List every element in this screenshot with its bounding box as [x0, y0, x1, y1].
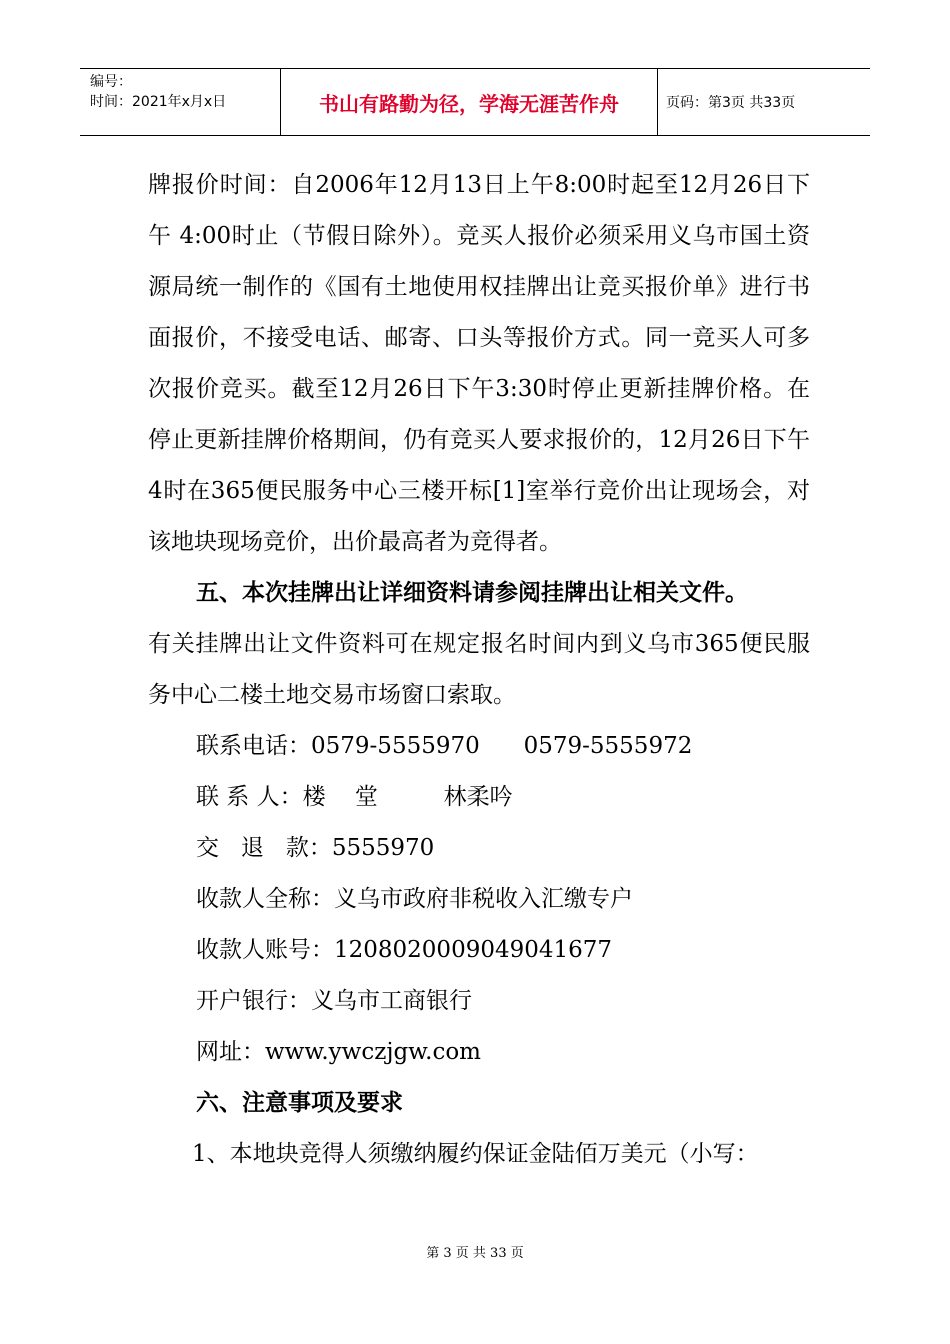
section-six-heading: 六、注意事项及要求	[196, 1090, 403, 1116]
paragraph-documents: 有关挂牌出让文件资料可在规定报名时间内到义乌市365便民服务中心二楼土地交易市场窗口索取。	[148, 631, 810, 708]
header-meta	[80, 69, 281, 135]
contact-phone: 联系电话：0579-5555970 0579-5555972	[196, 733, 693, 759]
page-header	[80, 68, 870, 136]
header-motto: 书山有路勤为径，学海无涯苦作舟	[281, 69, 658, 135]
item-one: 1、本地块竞得人须缴纳履约保证金陆佰万美元（小写：	[192, 1141, 759, 1167]
bank-name: 开户银行：义乌市工商银行	[196, 988, 472, 1014]
contact-person: 联 系 人：楼 堂 林柔吟	[196, 784, 513, 810]
header-page-info: 页码：第3页 共33页	[666, 95, 796, 111]
payee-account: 收款人账号：1208020009049041677	[196, 937, 613, 963]
paragraph-bidding-time: 牌报价时间：自2006年12月13日上午8:00时起至12月26日下午 4:00时止（节假日除外）。竞买人报价必须采用义乌市国土资源局统一制作的《国有土地使用权挂牌出让竞买报价单》进行书面报价，不接受电话、邮寄、口头等报价方式。同一竞买人可多次报价竞买。截至12月26日下午3:30时停止更新挂牌价格。在停止更新挂牌价格期间，仍有竞买人要求报价的，12月26日下午4时在365便民服务中心三楼开标[1]室举行竞价出让现场会，对该地块现场竞价，出价最高者为竞得者。	[148, 172, 810, 555]
payee-name: 收款人全称：义乌市政府非税收入汇缴专户	[196, 886, 633, 912]
website: 网址：www.ywczjgw.com	[196, 1039, 481, 1065]
contact-refund: 交 退 款：5555970	[196, 835, 435, 861]
document-number-label: 编号：	[90, 74, 132, 90]
document-body	[148, 160, 810, 1180]
page-footer: 第 3 页 共 33 页	[426, 1246, 524, 1261]
section-five-heading: 五、本次挂牌出让详细资料请参阅挂牌出让相关文件。	[196, 580, 748, 606]
document-time: 时间：2021年x月x日	[90, 94, 227, 110]
